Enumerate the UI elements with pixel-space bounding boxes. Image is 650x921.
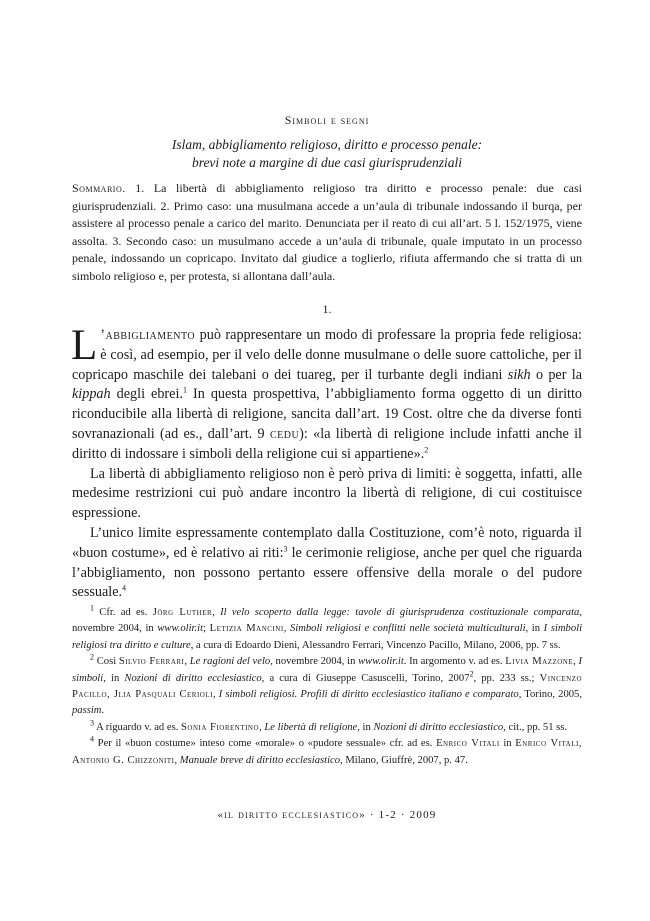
footnote-1: $^1$ Cfr. ad es. Jörg Luther, Il velo scoperto dalla legge: tavole di giurisprudenza costituzionale comparata, novembre 2004, in www.olir.it; Letizia Mancini, Simboli religiosi e conflitti nelle società multiculturali, in I simboli religiosi tra diritto e culture, a cura di Edoardo Dieni, Alessandro Ferrari, Vincenzo Pacillo, Milano, 2006, pp. 7 ss.	[72, 603, 583, 651]
paragraph-3: L’unico limite espressamente contemplato dalla Costituzione, com’è noto, riguarda il «buon costume», ed è relativo ai riti:$^3$ le cerimonie religiose, anche per quel che riguarda l’abbigliamento, non possono pertanto essere offensive della morale o del pudore sessuale.$^4$	[72, 524, 583, 601]
section-number: 1.	[322, 302, 332, 316]
footnote-ref-1: 1	[182, 385, 187, 395]
summary-label: Sommario.	[72, 181, 126, 195]
summary	[72, 180, 582, 286]
title-line-1: Islam, abbigliamento religioso, diritto e processo penale:	[171, 137, 483, 152]
paragraph-1: L ’abbigliamento può rappresentare un modo di professare la propria fede religiosa: è così, ad esempio, per il velo delle donne musulmane o delle suore cattoliche, per il copricapo maschile dei talebani o dei tuareg, per il turbante degli indiani sikh o per la kippah degli ebrei.$^1$ In questa prospettiva, l’abbigliamento forma oggetto di un diritto riconducibile alla libertà di religione, sancita dall’art. 19 Cost. oltre che da diverse fonti sovranazionali (ad es., dall’art. 9 cedu): «la libertà di religione include infatti anche il diritto di indossare i simboli della religione cui si appartiene».$^2$	[71, 322, 582, 462]
journal-footer	[72, 809, 582, 821]
summary-text: 1. La libertà di abbigliamento religioso tra diritto e processo penale: due casi giurisprudenziali. 2. Primo caso: una musulmana accede a un’aula di tribunale indossando il burqa, per assistere al processo penale a carico del marito. Denunciata per il reato di cui all’art. 5 l. 152/1975, viene assolta. 3. Secondo caso: un musulmano accede a un’aula di tribunale, quale imputato in un processo penale, indossando un copricapo. Invitato dal giudice a toglierlo, rifiuta affermando che si tratta di un simbolo religioso e, per protesta, si allontana dall’aula.	[72, 181, 583, 283]
title-line-2: brevi note a margine di due casi giurisprudenziali	[191, 155, 463, 170]
footnote-ref-4: 4	[122, 583, 127, 593]
journal-issue: · 1-2 · 2009	[365, 809, 437, 821]
paragraph-2: La libertà di abbigliamento religioso non è però priva di limiti: è soggetta, infatti, alle medesime restrizioni cui può andare incontro la libertà di religione, di cui costituisce espressione.	[72, 465, 582, 522]
article-title	[72, 136, 582, 172]
body-text	[71, 322, 583, 603]
footnote-4: $^4$ Per il «buon costume» inteso come «morale» o «pudore sessuale» cfr. ad es. Enrico Vitali in Enrico Vitali, Antonio G. Chizzoniti, Manuale breve di diritto ecclesiastico, Milano, Giuffrè, 2007, p. 47.	[72, 734, 582, 766]
journal-name: «il diritto ecclesiastico»	[217, 809, 366, 821]
footnotes	[72, 605, 582, 769]
footnote-3: $^3$ A riguardo v. ad es. Sonia Fiorentino, Le libertà di religione, in Nozioni di diritto ecclesiastico, cit., pp. 51 ss.	[90, 718, 568, 733]
footnote-2: $^2$ Così Silvio Ferrari, Le ragioni del velo, novembre 2004, in www.olir.it. In argomento v. ad es. Livia Mazzone, I simboli, in Nozioni di diritto ecclesiastico, a cura di Giuseppe Casuscelli, Torino, 2007$^2$, pp. 233 ss.; Vincenzo Pacillo, Jlia Pasquali Cerioli, I simboli religiosi. Profili di diritto ecclesiastico italiano e comparato, Torino, 2005, passim.	[72, 652, 583, 717]
footnote-ref-2: 2	[424, 445, 429, 455]
footnote-ref-3: 3	[283, 544, 288, 554]
drop-cap: L	[71, 322, 98, 369]
section-heading: Simboli e segni	[284, 113, 370, 127]
